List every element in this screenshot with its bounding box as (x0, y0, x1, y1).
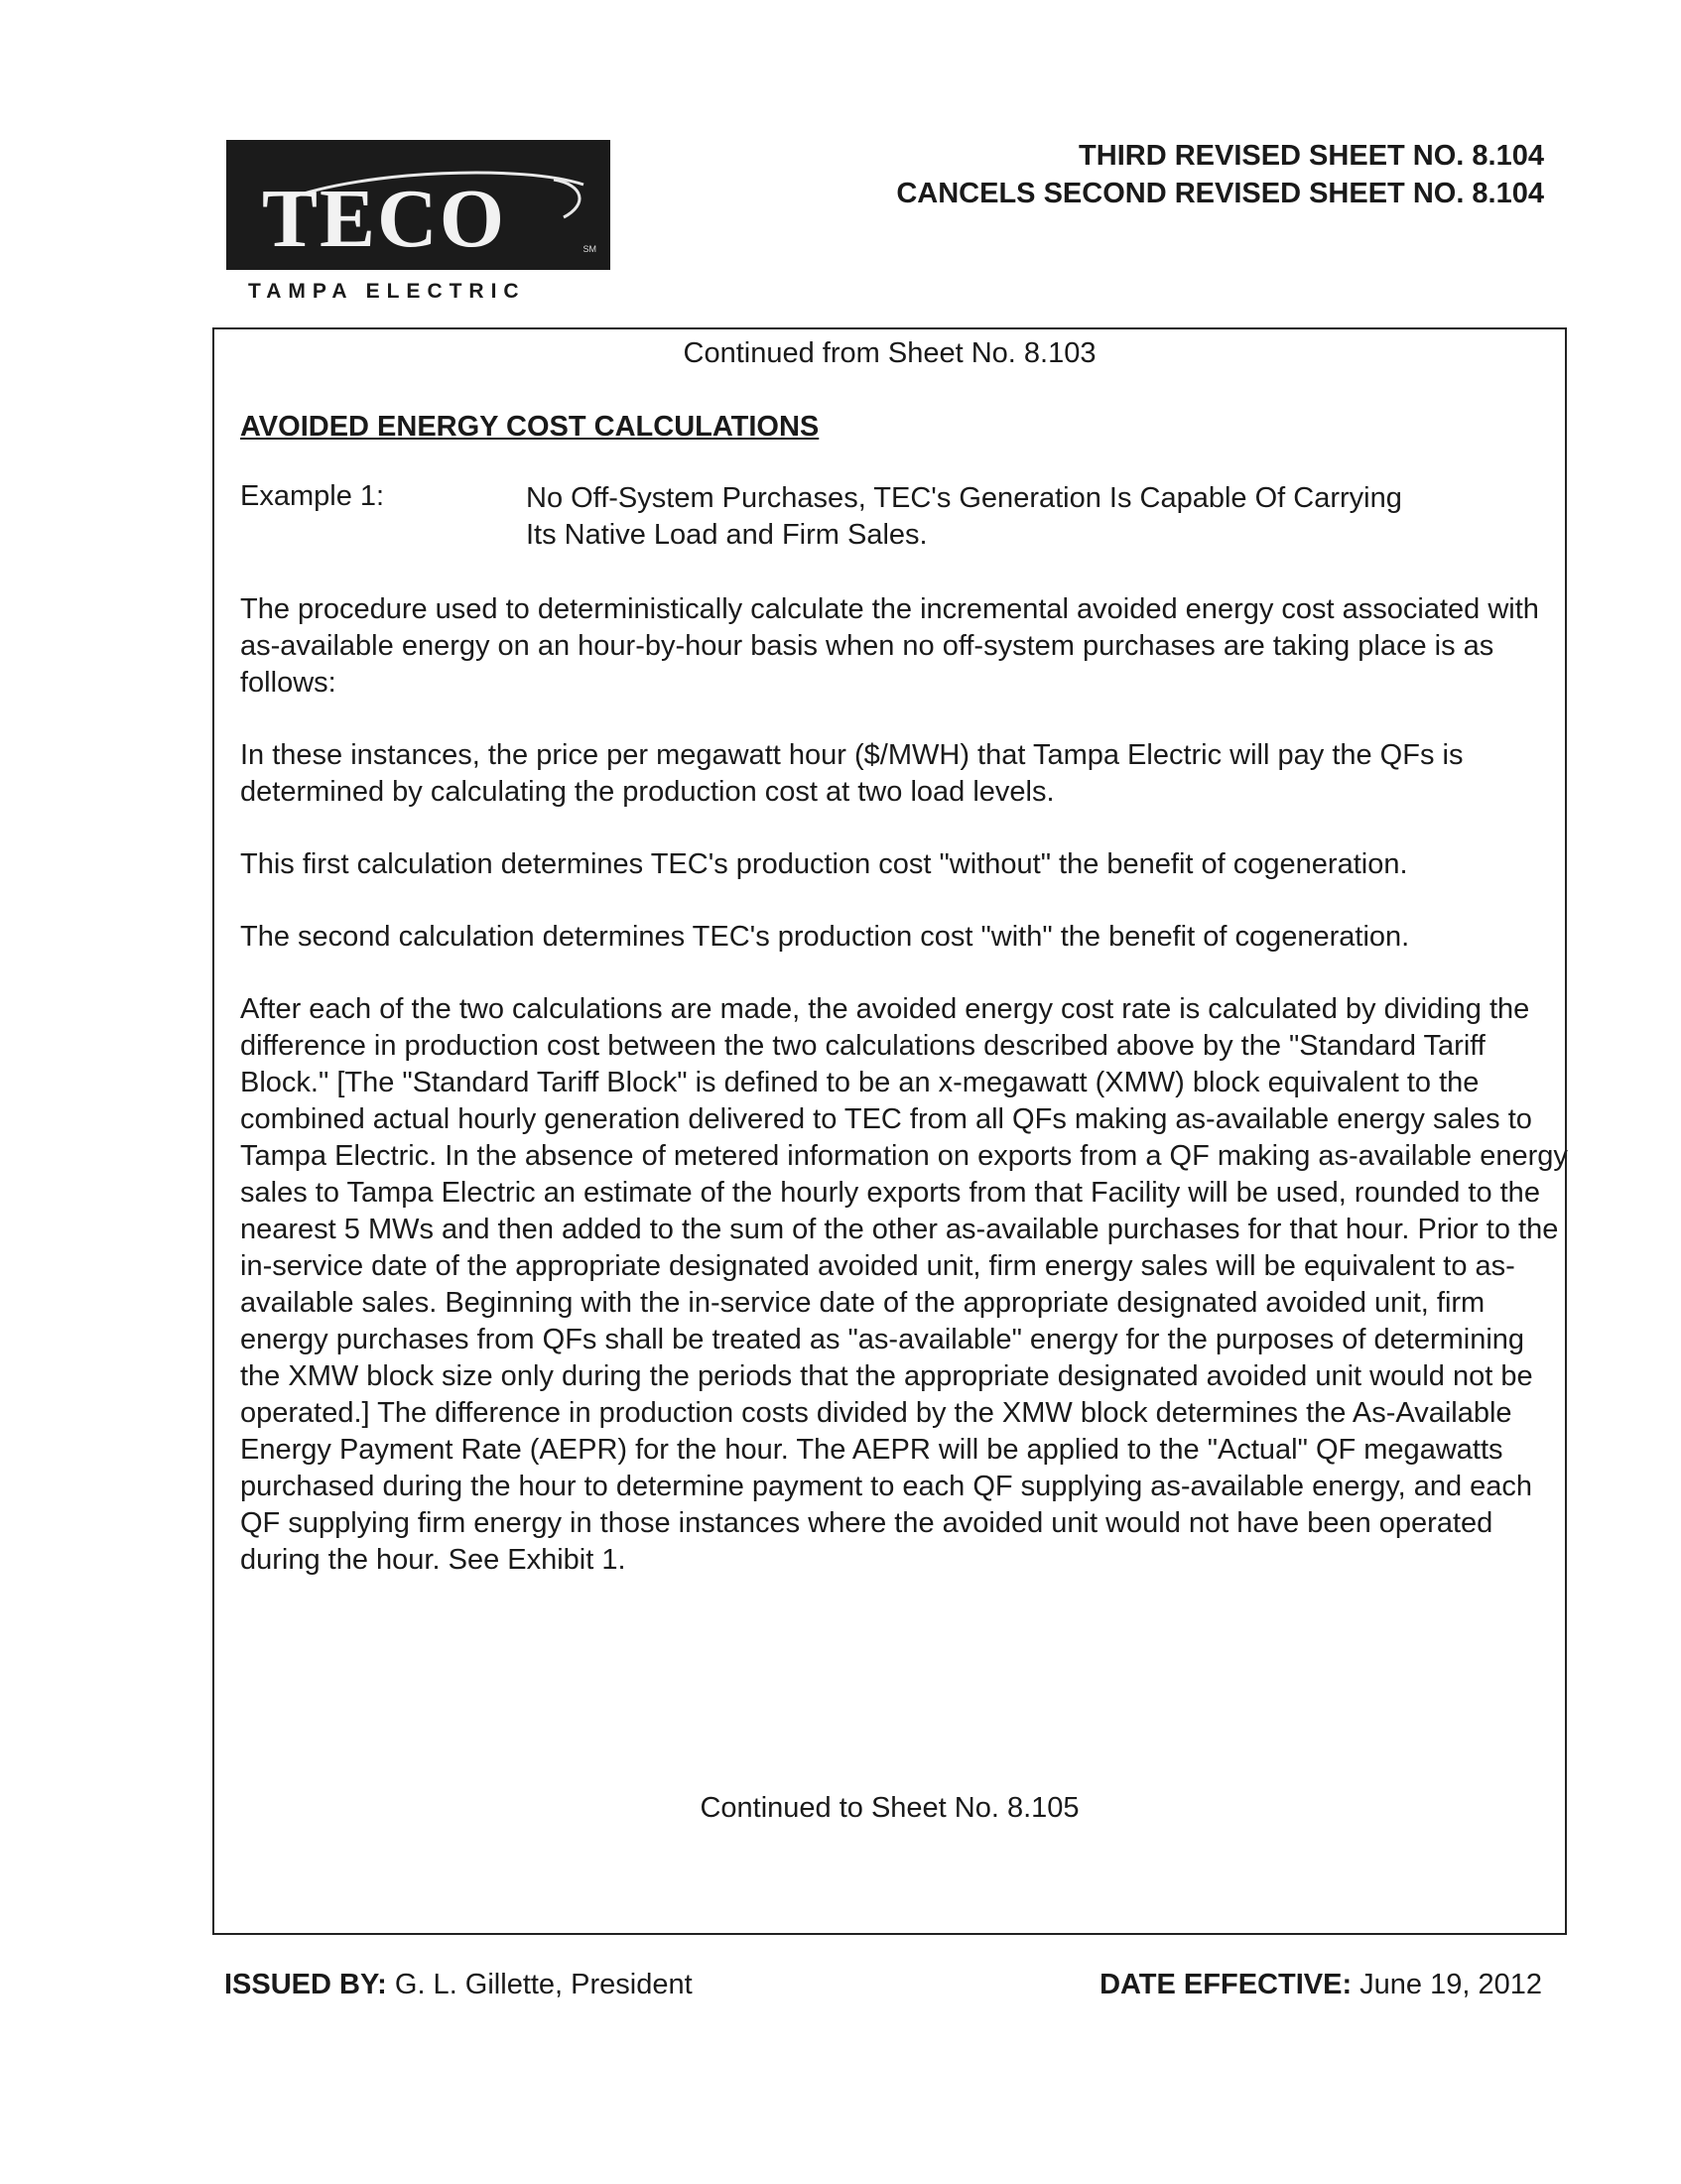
paragraph: The procedure used to deterministically calculate the incremental avoided energy cost associated with as-available energy on an hour-by-hour basis when no off-system purchases are taking place is as follows: (240, 593, 1539, 699)
issued-by (224, 1969, 693, 2001)
paragraph: The second calculation determines TEC's production cost "with" the benefit of cogeneration. (240, 921, 1410, 953)
body-paragraphs (240, 591, 1570, 1614)
section-title: AVOIDED ENERGY COST CALCULATIONS (240, 411, 820, 443)
date-effective-value: June 19, 2012 (1359, 1969, 1542, 2000)
logo-wordmark: TECO (262, 173, 507, 265)
cancels-sheet-number: CANCELS SECOND REVISED SHEET NO. 8.104 (896, 178, 1544, 209)
issued-by-label: ISSUED BY: (224, 1969, 387, 2000)
date-effective-label: DATE EFFECTIVE: (1099, 1969, 1353, 2000)
paragraph: This first calculation determines TEC's production cost "without" the benefit of cogeneration. (240, 848, 1408, 880)
continued-to: Continued to Sheet No. 8.105 (700, 1792, 1080, 1824)
logo-service-mark: SM (582, 244, 596, 254)
date-effective (1099, 1969, 1542, 2001)
sheet-number: THIRD REVISED SHEET NO. 8.104 (1079, 140, 1544, 172)
sheet-header (896, 137, 1544, 212)
teco-logo (226, 140, 610, 270)
content-frame (212, 327, 1567, 1935)
paragraph: After each of the two calculations are made, the avoided energy cost rate is calculated by dividing the difference in production cost between the two calculations described above by the "Standard Tariff Block." [The "Standard Tariff Block" is defined to be an x-megawatt (XMW) block equivalent to the combined actual hourly generation delivered to TEC from all QFs making as-available energy sales to Tampa Electric. In the absence of metered information on exports from a QF making as-available energy sales to Tampa Electric an estimate of the hourly exports from that Facility will be used, rounded to the nearest 5 MWs and then added to the sum of the other as-available purchases for that hour. Prior to the in-service date of the appropriate designated avoided unit, firm energy sales will be equivalent to as-available sales. Beginning with the in-service date of the appropriate designated avoided unit, firm energy purchases from QFs shall be treated as "as-available" energy for the purposes of determining the XMW block size only during the periods that the appropriate designated avoided unit would not be operated.] The difference in production costs divided by the XMW block determines the As-Available Energy Payment Rate (AEPR) for the hour. The AEPR will be applied to the "Actual" QF megawatts purchased during the hour to determine payment to each QF supplying as-available energy, and each QF supplying firm energy in those instances where the avoided unit would not have been operated during the hour. See Exhibit 1. (240, 993, 1568, 1576)
example-label: Example 1: (240, 480, 385, 512)
logo-subtitle: TAMPA ELECTRIC (248, 280, 526, 303)
example-text: No Off-System Purchases, TEC's Generation Is Capable Of Carrying Its Native Load and Firm Sales. (526, 482, 1402, 551)
continued-from: Continued from Sheet No. 8.103 (683, 337, 1097, 369)
paragraph: In these instances, the price per megawatt hour ($/MWH) that Tampa Electric will pay the QFs is determined by calculating the production cost at two load levels. (240, 739, 1464, 808)
issued-by-value: G. L. Gillette, President (394, 1969, 693, 2000)
